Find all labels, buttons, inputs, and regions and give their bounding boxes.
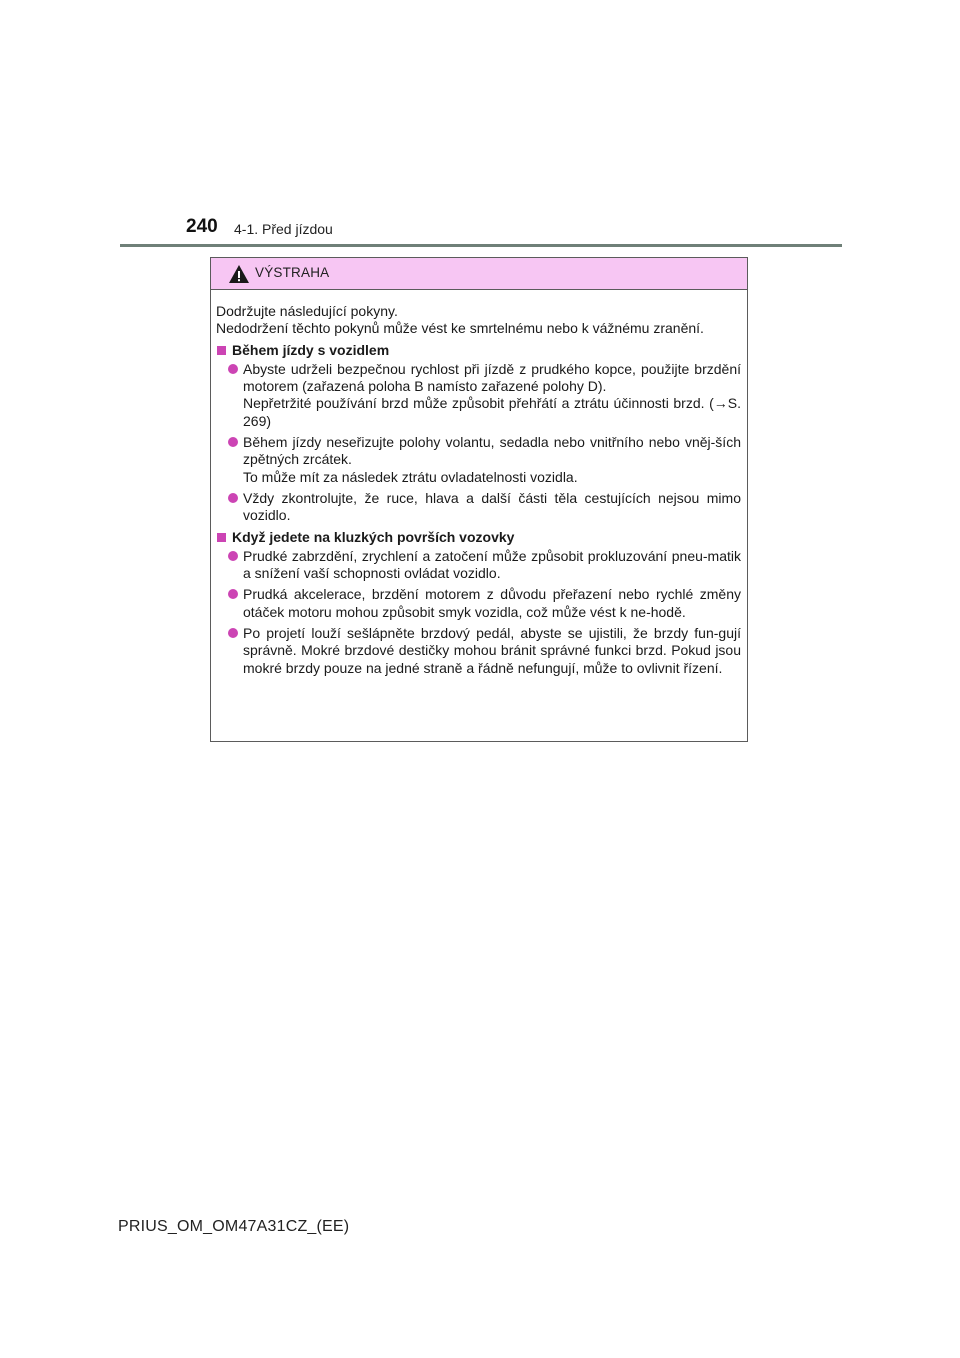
warning-title: VÝSTRAHA	[255, 265, 330, 280]
intro-line: Dodržujte následující pokyny.	[216, 303, 398, 319]
subheading-text: Během jízdy s vozidlem	[232, 341, 390, 358]
bullet-item	[216, 490, 741, 525]
warning-header	[211, 258, 747, 290]
intro-line: Nedodržení těchto pokynů může vést ke smrtelnému nebo k vážnému zranění.	[216, 320, 704, 337]
round-bullet-icon	[228, 551, 238, 561]
header-rule	[120, 244, 842, 247]
bullet-text: Nepřetržité používání brzd může způsobit přehřátí a ztrátu účinnosti brzd. (→S. 269)	[243, 395, 741, 429]
section-title: 4-1. Před jízdou	[234, 221, 333, 237]
round-bullet-icon	[228, 364, 238, 374]
bullet-text: Prudká akcelerace, brzdění motorem z důvodu přeřazení nebo rychlé změny otáček motoru mohou způsobit smyk vozidla, což může vést k ne-hodě.	[243, 586, 741, 620]
round-bullet-icon	[228, 589, 238, 599]
subheading-text: Když jedete na kluzkých površích vozovky	[232, 528, 515, 545]
footer-code: PRIUS_OM_OM47A31CZ_(EE)	[118, 1218, 350, 1235]
bullet-text: Vždy zkontrolujte, že ruce, hlava a další části těla cestujících nejsou mimo vozidlo.	[243, 489, 741, 524]
warning-box	[210, 257, 748, 742]
bullet-item	[216, 548, 741, 583]
subheading	[216, 342, 741, 359]
bullet-text: Prudké zabrzdění, zrychlení a zatočení může způsobit prokluzování pneu-matik a snížení vaší schopnosti ovládat vozidlo.	[243, 547, 741, 582]
bullet-text: Během jízdy neseřizujte polohy volantu, sedadla nebo vnitřního nebo vněj-ších zpětných zrcátek.	[243, 434, 741, 468]
warning-body	[211, 290, 747, 677]
bullet-item	[216, 586, 741, 621]
subheading	[216, 529, 741, 546]
round-bullet-icon	[228, 437, 238, 447]
bullet-text: Po projetí louží sešlápněte brzdový pedál, abyste se ujistili, že brzdy fun-gují správně. Mokré brzdové destičky mohou bránit správné funkci brzd. Pokud jsou mokré brzdy pouze na jedné straně a řádně nefungují, může to ovlivnit řízení.	[243, 625, 741, 676]
square-bullet-icon	[217, 346, 226, 355]
round-bullet-icon	[228, 628, 238, 638]
bullet-text: Abyste udrželi bezpečnou rychlost při jízdě z prudkého kopce, použijte brzdění motorem (zařazená poloha B namísto zařazené polohy D).	[243, 360, 741, 395]
bullet-item	[216, 361, 741, 430]
round-bullet-icon	[228, 493, 238, 503]
square-bullet-icon	[217, 533, 226, 542]
warning-triangle-icon	[228, 264, 250, 284]
page-number: 240	[186, 216, 218, 237]
bullet-item	[216, 434, 741, 486]
bullet-item	[216, 625, 741, 677]
bullet-text: To může mít za následek ztrátu ovladatelnosti vozidla.	[243, 468, 578, 485]
